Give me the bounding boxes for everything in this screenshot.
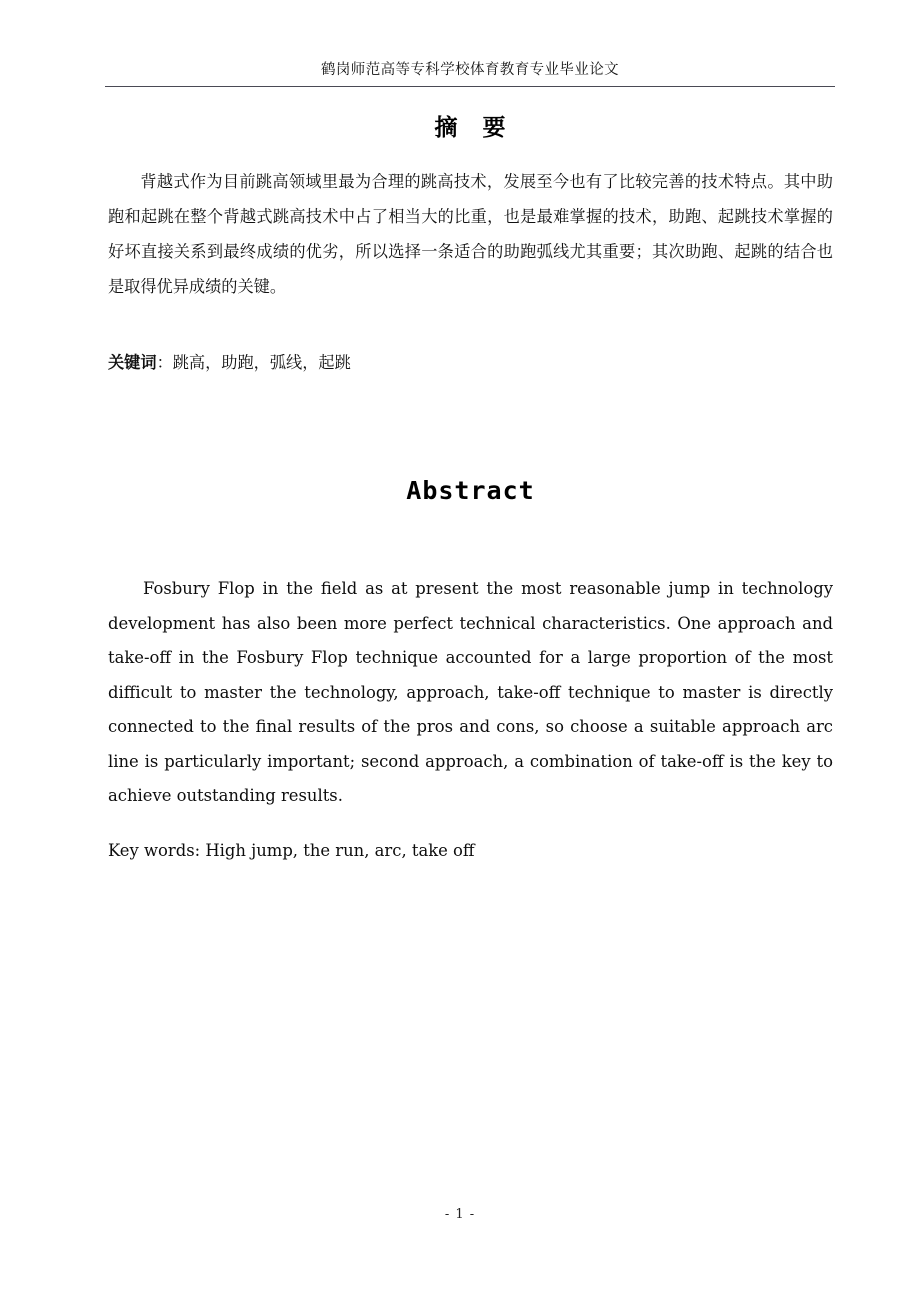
chinese-abstract-heading: 摘 要 [434,115,507,141]
chinese-keywords-value: ：跳高，助跑，弧线，起跳 [156,353,351,372]
document-content [108,108,833,866]
english-abstract-heading: Abstract [406,476,535,505]
running-header-title: 鹤岗师范高等专科学校体育教育专业毕业论文 [321,62,619,78]
page-number-footer: - 1 - [444,1207,476,1222]
english-abstract-body: Fosbury Flop in the field as at present the most reasonable jump in technology development has also been more perfect technical characteristics. One approach and take-off in the Fosbury Flop technique accounted for a large proportion of the most difficult to master the technology, approach, take-off technique to master is directly connected to the final results of the pros and cons, so choose a suitable approach arc line is particularly important; second approach, a combination of take-off is the key to achieve outstanding results. [108,579,833,805]
chinese-keywords-label: 关键词 [108,353,157,372]
page-header [105,60,835,87]
english-keywords-line: Key words: High jump, the run, arc, take off [108,840,475,860]
chinese-keywords-line [108,348,833,378]
chinese-abstract-body: 背越式作为目前跳高领域里最为合理的跳高技术，发展至今也有了比较完善的技术特点。其中助跑和起跳在整个背越式跳高技术中占了相当大的比重，也是最难掌握的技术，助跑、起跳技术掌握的好坏直接关系到最终成绩的优劣，所以选择一条适合的助跑弧线尤其重要；其次助跑、起跳的结合也是取得优异成绩的关键。 [108,172,833,296]
header-divider-rule [105,86,835,87]
